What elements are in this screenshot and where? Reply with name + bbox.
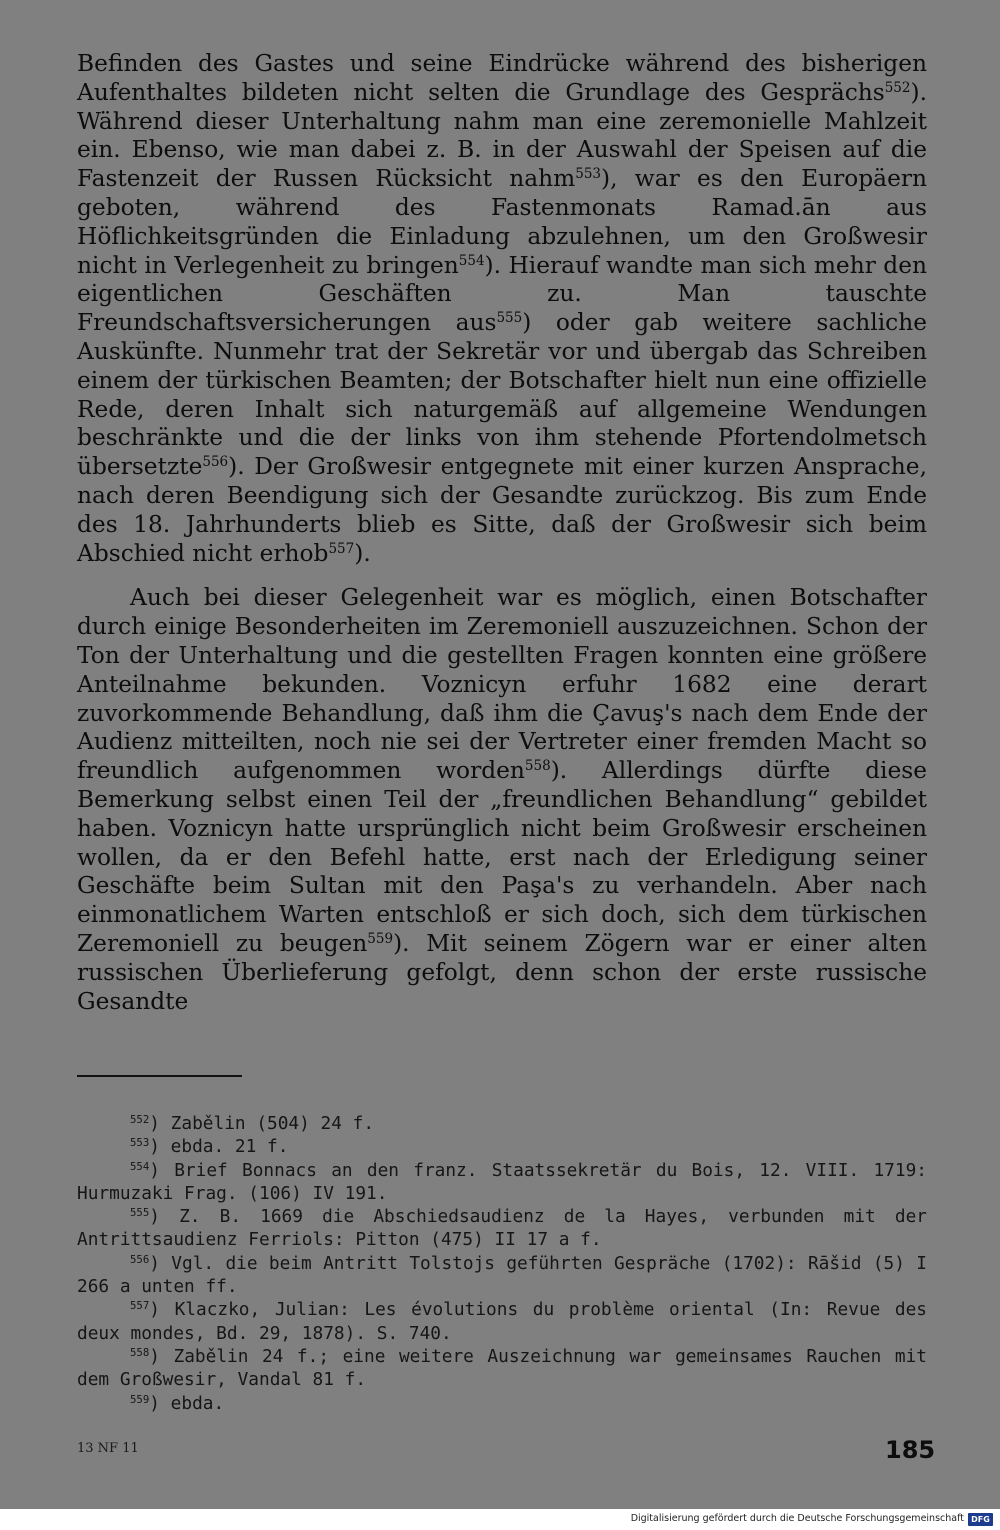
footnote-text: Klaczko, Julian: Les évolutions du problème oriental (In: Revue des deux mondes, Bd. 29, 1878). S. 740. <box>77 1299 927 1344</box>
footnote-text: ebda. 21 f. <box>170 1136 289 1158</box>
footnote-ref: 556 <box>202 454 229 471</box>
footnote-paren: ) <box>149 1392 171 1414</box>
text-run: Auch bei dieser Gelegenheit war es möglich, einen Botschafter durch einige Besonderheiten im Zeremoniell auszuzeichnen. Schon der Ton der Unterhaltung und die gestellten Fragen konnten eine größere Anteilnahme bekunden. Voznicyn erfuhr 1682 eine derart zuvorkommende Behandlung, daß ihm die Çavuş's nach dem Ende der Audienz mitteilten, noch nie sei der Vertreter einer fremden Macht so freundlich aufgenommen worden <box>77 584 927 785</box>
footnote <box>77 1112 927 1135</box>
footnote <box>77 1252 927 1299</box>
footnote-paren: ) <box>149 1159 175 1181</box>
footnote <box>77 1392 927 1415</box>
footnote-number: 556 <box>130 1252 150 1266</box>
footnote-number: 559 <box>130 1392 150 1406</box>
footnote-number: 554 <box>130 1159 150 1173</box>
credit-bar <box>0 1509 1000 1530</box>
footnote-ref: 554 <box>458 252 485 269</box>
footnote-number: 555 <box>130 1206 150 1220</box>
text-run: ). Allerdings dürfte diese Bemerkung selbst einen Teil der „freundlichen Behandlung“ gebildet haben. Voznicyn hatte ursprünglich nicht beim Großwesir erscheinen wollen, da er den Befehl hatte, erst nach der Erledigung seiner Geschäfte beim Sultan mit den Paşa's zu verhandeln. Aber nach einmonatlichem Warten entschloß er sich doch, sich dem türkischen Zeremoniell zu beugen <box>77 757 927 957</box>
footnote <box>77 1205 927 1252</box>
footnote-paren: ) <box>149 1206 180 1228</box>
text-run: ). Mit seinem Zögern war er einer alten russischen Überlieferung gefolgt, denn schon der erste russische Gesandte <box>77 929 927 1015</box>
text-run: Befinden des Gastes und seine Eindrücke während des bisherigen Aufenthaltes bildeten nicht selten die Grundlage des Gesprächs <box>77 50 927 106</box>
dfg-logo-icon: DFG <box>968 1513 993 1526</box>
signature-mark: 13 NF 11 <box>77 1441 139 1456</box>
footnote-paren: ) <box>149 1252 172 1274</box>
body-paragraph <box>77 50 927 568</box>
footnote-text: Vgl. die beim Antritt Tolstojs geführten Gespräche (1702): Rāšid (5) I 266 a unten ff. <box>77 1252 927 1298</box>
footnote-paren: ) <box>149 1113 171 1134</box>
footnote-paren: ) <box>149 1345 174 1367</box>
footnote <box>77 1135 927 1158</box>
funding-credit: Digitalisierung gefördert durch die Deutsche Forschungsgemeinschaft <box>630 1513 964 1524</box>
text-run: ) oder gab weitere sachliche Auskünfte. Nunmehr trat der Sekretär vor und übergab das Schreiben einem der türkischen Beamten; der Botschafter hielt nun eine offizielle Rede, deren Inhalt sich naturgemäß auf allgemeine Wendungen beschränkte und die der links von ihm stehende Pfortendolmetsch übersetzte <box>77 309 927 481</box>
footnote-number: 553 <box>130 1136 150 1150</box>
text-run: ). Der Großwesir entgegnete mit einer kurzen Ansprache, nach deren Beendigung sich der Gesandte zurückzog. Bis zum Ende des 18. Jahrhunderts blieb es Sitte, daß der Großwesir sich beim Abschied nicht erhob <box>77 453 927 567</box>
footnote <box>77 1298 927 1345</box>
main-text <box>77 50 927 1016</box>
text-run: ). Hierauf wandte man sich mehr den eigentlichen Geschäften zu. Man tauschte Freundschaftsversicherungen aus <box>77 251 927 337</box>
footnote-ref: 555 <box>496 310 523 327</box>
footnote-ref: 559 <box>367 930 394 947</box>
footnote-number: 557 <box>130 1299 150 1313</box>
body-paragraph <box>77 584 927 1016</box>
page-number: 185 <box>885 1436 936 1464</box>
footnote <box>77 1159 927 1206</box>
footnote-ref: 557 <box>328 540 355 557</box>
footnote-text: Zabělin 24 f.; eine weitere Auszeichnung war gemeinsames Rauchen mit dem Großwesir, Vandal 81 f. <box>77 1345 927 1391</box>
text-run: ). Während dieser Unterhaltung nahm man eine zeremonielle Mahlzeit ein. Ebenso, wie man dabei z. B. in der Auswahl der Speisen auf die Fastenzeit der Russen Rücksicht nahm <box>77 78 927 193</box>
footnote-number: 558 <box>130 1346 150 1360</box>
footnote-paren: ) <box>149 1299 175 1321</box>
footnote-number: 552 <box>130 1113 150 1127</box>
footnote-text: Z. B. 1669 die Abschiedsaudienz de la Hayes, verbunden mit der Antrittsaudienz Ferriols: Pitton (475) II 17 a f. <box>77 1206 927 1251</box>
footnote-ref: 553 <box>575 166 602 183</box>
footnote-text: ebda. <box>170 1392 225 1414</box>
footnote-ref: 552 <box>884 79 911 96</box>
text-run: ). <box>354 539 371 567</box>
text-run: ), war es den Europäern geboten, während des Fastenmonats Ramad.ān aus Höflichkeitsgründen die Einladung abzulehnen, um den Großwesir nicht in Verlegenheit zu bringen <box>77 165 927 279</box>
footnote-paren: ) <box>149 1136 171 1158</box>
footnotes <box>77 1112 927 1415</box>
footnote-text: Zabělin (504) 24 f. <box>170 1113 375 1134</box>
footnote-ref: 558 <box>524 758 551 775</box>
footnote-text: Brief Bonnacs an den franz. Staatssekretär du Bois, 12. VIII. 1719: Hurmuzaki Frag. (106) IV 191. <box>77 1159 927 1204</box>
footnote-separator <box>77 1075 242 1077</box>
footnote <box>77 1345 927 1392</box>
